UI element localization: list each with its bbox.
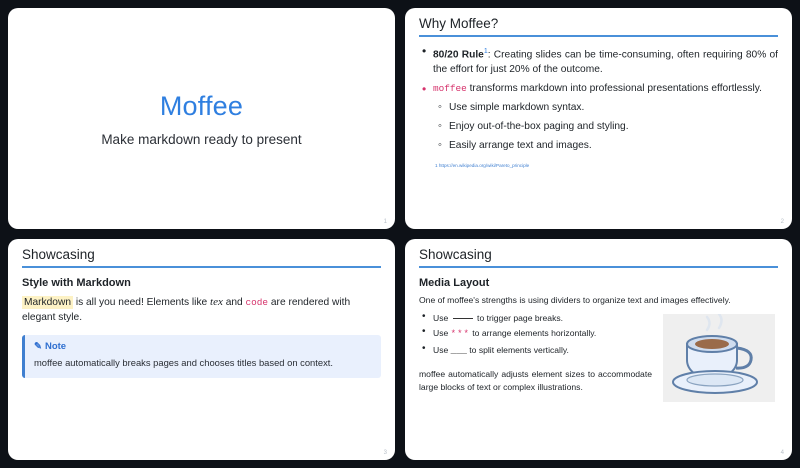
bullet-list — [419, 44, 778, 154]
horizontal-divider-symbol: *** — [450, 328, 470, 339]
slide-subheading: Style with Markdown — [22, 276, 131, 289]
slide-heading: Showcasing — [419, 247, 492, 262]
page-number: 1 — [383, 219, 387, 225]
slide-body — [405, 44, 792, 170]
heading-divider — [419, 266, 778, 268]
bullet-text: : Creating slides can be time-consuming, often requiring 80% of the effort for just 20% of the outcome. — [433, 48, 778, 75]
slide-heading: Why Moffee? — [419, 16, 499, 31]
page-number: 2 — [780, 219, 784, 225]
list-item: ◦ Enjoy out-of-the-box paging and styling. — [449, 120, 778, 135]
paragraph-text: and — [222, 296, 246, 308]
list-item — [433, 344, 652, 358]
bullet-text: to arrange elements horizontally. — [469, 327, 597, 338]
footnote — [419, 163, 778, 170]
slide-title[interactable] — [8, 8, 395, 229]
note-title-row — [34, 341, 372, 352]
footnote-link[interactable]: 1 — [483, 47, 488, 55]
inline-code: moffee — [433, 83, 467, 95]
tex-sample: tex — [210, 295, 223, 308]
slide-why-moffee[interactable] — [405, 8, 792, 229]
list-item: ◦ Use simple markdown syntax. — [449, 101, 778, 116]
note-callout — [22, 335, 381, 378]
inline-code: code — [245, 296, 269, 308]
list-item: ◦ Easily arrange text and images. — [449, 139, 778, 154]
pencil-icon: ✎ — [34, 341, 42, 353]
coffee-cup-illustration — [663, 314, 775, 402]
bullet-text: transforms markdown into professional presentations effortlessly. — [466, 83, 762, 95]
note-title-label: Note — [44, 341, 67, 353]
list-item — [433, 82, 778, 153]
left-column — [419, 312, 652, 402]
two-column-layout — [405, 306, 792, 402]
page-title: Moffee — [159, 90, 244, 121]
page-number: 3 — [383, 450, 387, 456]
paragraph-text: are rendered with elegant style. — [22, 296, 351, 323]
sub-bullet-list — [433, 101, 778, 153]
slide-style-with-markdown[interactable] — [8, 239, 395, 460]
note-body-text: moffee automatically breaks pages and chooses titles based on context. — [34, 357, 333, 369]
vertical-divider-symbol: ___ — [450, 346, 467, 357]
heading-divider — [419, 35, 778, 37]
slide-paragraph — [8, 294, 395, 326]
bullet-text: Use — [433, 345, 451, 356]
bullet-strong-text: 80/20 Rule — [433, 48, 484, 60]
trailing-paragraph: moffee automatically adjusts element sizes to accommodate large blocks of text or complex illustrations. — [419, 369, 652, 392]
footnote-url[interactable]: https://en.wikipedia.org/wiki/Pareto_principle — [438, 162, 530, 168]
bullet-text: Use — [433, 312, 451, 323]
slide-intro-text: One of moffee's strengths is using dividers to organize text and images effectively. — [419, 294, 731, 305]
slide-media-layout[interactable] — [405, 239, 792, 460]
paragraph-text: is all you need! Elements like — [73, 296, 211, 308]
bullet-text: to split elements vertically. — [466, 345, 569, 356]
bullet-text: to trigger page breaks. — [474, 312, 564, 323]
list-item — [433, 327, 652, 341]
footnote-marker: 1 — [435, 162, 438, 168]
page-number: 4 — [780, 450, 784, 456]
highlighted-text: Markdown — [24, 296, 71, 308]
heading-divider — [22, 266, 381, 268]
bullet-list — [419, 312, 652, 359]
slide-heading: Showcasing — [22, 247, 95, 262]
bullet-text: Use — [433, 327, 451, 338]
page-break-divider-icon — [453, 318, 473, 319]
page-subtitle: Make markdown ready to present — [101, 131, 302, 147]
list-item — [433, 44, 778, 78]
list-item — [433, 312, 652, 324]
right-column — [660, 312, 778, 402]
slide-subheading: Media Layout — [419, 276, 490, 289]
